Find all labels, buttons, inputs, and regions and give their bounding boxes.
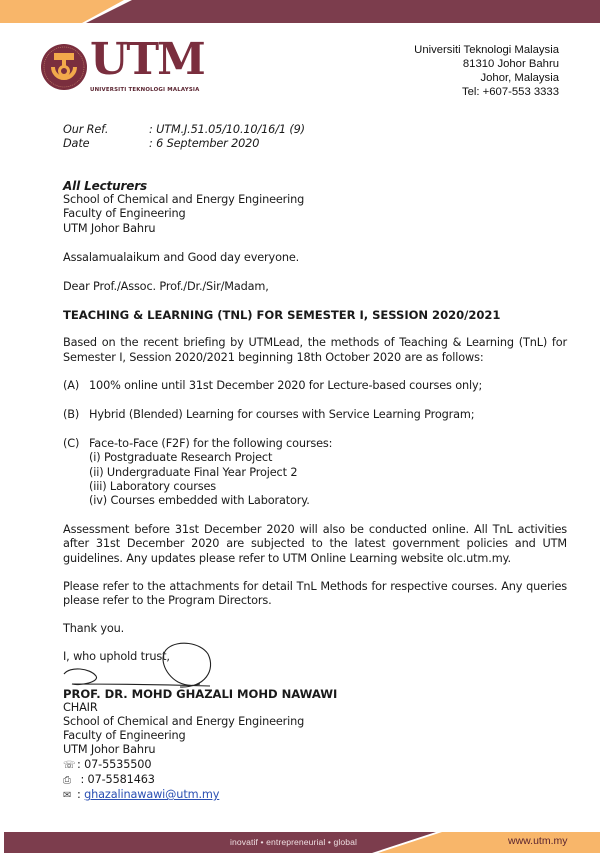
email-separator: : [77,788,85,802]
recipient-line: School of Chemical and Energy Engineering [63,193,305,207]
signatory-name: PROF. DR. MOHD GHAZALI MOHD NAWAWI [63,686,338,701]
list-item-key: (B) [63,408,80,422]
list-item-b [63,408,573,422]
greeting: Assalamualaikum and Good day everyone. [63,250,300,264]
recipient-heading: All Lecturers [63,179,148,193]
closing: Thank you. [63,622,125,636]
signatory-line: School of Chemical and Energy Engineering [63,715,305,729]
signatory-line: Faculty of Engineering [63,729,186,743]
motto-wrap [63,650,573,664]
sub-list-item: (ii) Undergraduate Final Year Project 2 [89,465,298,479]
intro-paragraph: Based on the recent briefing by UTMLead, the methods of Teaching & Learning (TnL) for Semester I, Session 2020/2021 beginning 18th October 2020 are as follows: [63,336,567,364]
fax-number: : 07-5581463 [77,772,155,786]
our-ref-value: : UTM.J.51.05/10.10/16/1 (9) [149,123,305,136]
address-line: Tel: +607-553 3333 [461,85,559,98]
utm-logo [40,34,210,100]
our-ref-label: Our Ref. [63,123,109,136]
reference-block [63,123,305,151]
address-line: 81310 Johor Bahru [462,57,559,70]
sub-list-item: (iii) Laboratory courses [89,479,216,493]
list-item-text: Hybrid (Blended) Learning for courses with Service Learning Program; [89,408,475,422]
list-item-text: Face-to-Face (F2F) for the following courses: [89,437,333,451]
letter-body [63,179,573,803]
list-item-key: (A) [63,378,80,392]
footer-band-maroon [4,832,436,853]
recipient-line: UTM Johor Bahru [63,221,156,235]
footer-website[interactable]: www.utm.my [508,835,568,847]
fax-row [63,773,573,788]
signatory-line: UTM Johor Bahru [63,743,156,757]
utm-emblem-icon [40,43,88,91]
attachments-paragraph: Please refer to the attachments for detail TnL Methods for respective courses. Any queries please refer to the Program Directors. [63,579,567,608]
list-item-c [63,437,573,508]
address-line: Universiti Teknologi Malaysia [414,44,559,56]
list-item-a [63,379,573,393]
email-link[interactable]: ghazalinawawi@utm.my [84,788,220,802]
date-label: Date [63,137,90,151]
signatory-position: CHAIR [63,700,98,714]
list-item-key: (C) [63,437,80,451]
list-item-text: 100% online until 31st December 2020 for Lecture-based courses only; [89,378,483,392]
top-banner-maroon [86,0,600,23]
date-value: : 6 September 2020 [149,137,260,151]
fax-icon: ⎙ [63,774,71,786]
utm-logo-subtitle: UNIVERSITI TEKNOLOGI MALAYSIA [90,87,200,93]
sub-list-item: (i) Postgraduate Research Project [89,451,273,465]
assessment-paragraph: Assessment before 31st December 2020 will also be conducted online. All TnL activities after 31st December 2020 are subjected to the latest government policies and UTM guidelines. Any updates please refer to UTM Online Learning website olc.utm.my. [63,523,567,565]
telephone-icon: ☏ [63,759,76,771]
top-banner [0,0,600,23]
phone-row [63,758,573,773]
sub-list [89,451,573,508]
address-line: Johor, Malaysia [480,71,559,84]
salutation: Dear Prof./Assoc. Prof./Dr./Sir/Madam, [63,280,269,294]
university-address [414,44,559,100]
utm-logo-letters: UTM [90,34,204,85]
sub-list-item: (iv) Courses embedded with Laboratory. [89,494,310,508]
recipient-block [63,179,573,236]
phone-number: : 07-5535500 [77,757,152,771]
motto: I, who uphold trust, [63,650,170,664]
envelope-icon: ✉ [63,790,72,802]
email-row [63,788,573,803]
footer-tagline: inovatif • entrepreneurial • global [230,837,358,847]
subject-line: TEACHING & LEARNING (TNL) FOR SEMESTER I, SESSION 2020/2021 [63,308,501,323]
signature-block [63,687,573,804]
recipient-line: Faculty of Engineering [63,207,186,221]
